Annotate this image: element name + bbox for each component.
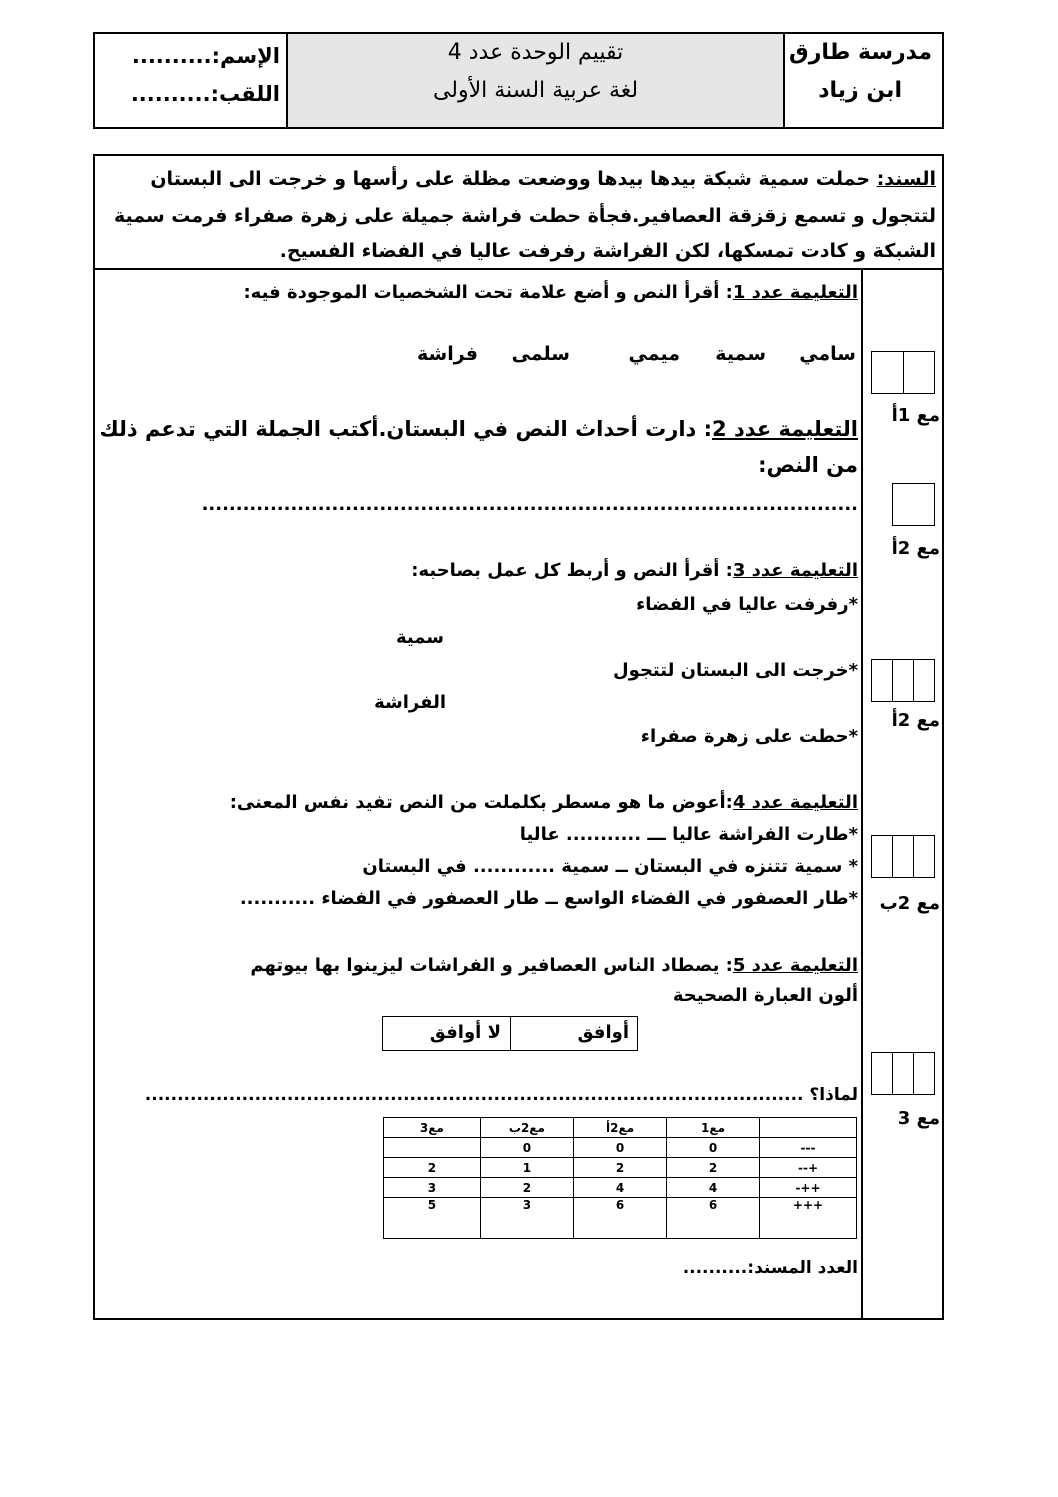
grading-cell: 1 xyxy=(480,1158,573,1178)
grading-header-3: مع2أ xyxy=(574,1118,667,1138)
school-cell xyxy=(783,34,942,127)
grading-cell: ++- xyxy=(759,1178,856,1198)
grading-cell: 2 xyxy=(574,1158,667,1178)
agree-option[interactable]: أوافق xyxy=(577,1022,629,1043)
grading-header-4: مع2ب xyxy=(480,1118,573,1138)
q2-text-line2: من النص: xyxy=(758,453,858,477)
name-field[interactable]: الإسم:.......... xyxy=(131,44,280,68)
q1-instruction xyxy=(243,282,858,303)
q5-text-line2: ألون العبارة الصحيحة xyxy=(672,985,858,1006)
evaluation-title: تقييم الوحدة عدد 4 xyxy=(447,40,624,65)
q3-owner-1[interactable]: سمية xyxy=(395,627,444,648)
score-field[interactable]: العدد المسند:.......... xyxy=(682,1258,858,1278)
passage-line-1 xyxy=(150,168,936,190)
grading-cell: 2 xyxy=(480,1178,573,1198)
q3-label: التعليمة عدد 3 xyxy=(732,560,858,581)
q2-text: : دارت أحداث النص في البستان.أكتب الجملة التي تدعم ذلك xyxy=(99,417,713,441)
criterion-3-label: مع 2أ xyxy=(891,710,940,731)
q2-instruction xyxy=(99,417,858,441)
grading-table xyxy=(383,1117,857,1239)
grading-cell: 6 xyxy=(667,1198,760,1239)
grading-cell: 0 xyxy=(667,1138,760,1158)
criterion-3-score-box[interactable] xyxy=(871,659,935,702)
grading-cell: 0 xyxy=(480,1138,573,1158)
grading-cell: 0 xyxy=(574,1138,667,1158)
q4-text: :أعوض ما هو مسطر بكلملت من النص تفيد نفس المعنى: xyxy=(229,792,733,813)
passage-text-1: حملت سمية شبكة بيدها بيدها ووضعت مظلة على رأسها و خرجت الى البستان xyxy=(150,168,877,190)
q1-name-3[interactable]: ميمي xyxy=(628,343,680,365)
q4-line-3[interactable]: *طار العصفور في الفضاء الواسع ــ طار العصفور في الفضاء ........... xyxy=(239,888,858,909)
divider xyxy=(93,268,944,270)
criterion-1-label: مع 1أ xyxy=(891,405,940,426)
grading-header-1 xyxy=(759,1118,856,1138)
grading-cell: --- xyxy=(759,1138,856,1158)
q5-why-line[interactable]: لماذا؟ ...................................................................................................... xyxy=(144,1085,858,1105)
criterion-5-score-box[interactable] xyxy=(871,1052,935,1095)
criteria-column-divider xyxy=(861,268,863,1320)
surname-field[interactable]: اللقب:.......... xyxy=(130,82,280,106)
subject-title: لغة عربية السنة الأولى xyxy=(432,78,639,103)
q3-action-3[interactable]: *حطت على زهرة صفراء xyxy=(640,726,858,747)
grading-cell: 4 xyxy=(667,1178,760,1198)
q4-label: التعليمة عدد 4 xyxy=(732,792,858,813)
student-info-cell xyxy=(95,34,288,127)
grading-row xyxy=(384,1138,857,1158)
q1-name-1[interactable]: سامي xyxy=(799,343,856,365)
q1-label: التعليمة عدد 1 xyxy=(732,282,858,303)
q4-instruction xyxy=(230,792,858,813)
q1-text: : أقرأ النص و أضع علامة تحت الشخصيات الموجودة فيه: xyxy=(243,282,733,303)
agree-table xyxy=(382,1016,638,1051)
passage-label: السند: xyxy=(876,168,936,190)
q5-label: التعليمة عدد 5 xyxy=(732,955,858,976)
school-name: مدرسة طارق xyxy=(789,40,932,65)
grading-cell: +-- xyxy=(759,1158,856,1178)
q3-instruction xyxy=(411,560,858,581)
grading-row xyxy=(384,1198,857,1239)
grading-cell: 6 xyxy=(574,1198,667,1239)
grading-cell: 3 xyxy=(384,1178,481,1198)
grading-cell: 5 xyxy=(384,1198,481,1239)
grading-row xyxy=(384,1178,857,1198)
passage-line-2: لتتجول و تسمع زقزقة العصافير.فجأة حطت فراشة جميلة على زهرة صفراء فرمت سمية xyxy=(113,205,936,227)
criterion-2-score-box[interactable] xyxy=(892,483,935,526)
q3-text: : أقرأ النص و أربط كل عمل بصاحبه: xyxy=(411,560,733,581)
q4-line-1[interactable]: *طارت الفراشة عاليا ـــ ........... عاليا xyxy=(519,824,858,845)
grading-cell xyxy=(384,1138,481,1158)
q2-answer-line[interactable]: ................................................................................................ xyxy=(201,494,858,515)
school-name-line2: ابن زياد xyxy=(818,78,902,103)
criterion-4-score-box[interactable] xyxy=(871,835,935,878)
q3-action-1[interactable]: *رفرفت عاليا في الفضاء xyxy=(636,594,858,615)
grading-cell: 3 xyxy=(480,1198,573,1239)
disagree-option[interactable]: لا أوافق xyxy=(429,1022,501,1043)
grading-header-row xyxy=(384,1118,857,1138)
criterion-5-label: مع 3 xyxy=(897,1108,940,1129)
header-box xyxy=(93,32,944,129)
grading-row xyxy=(384,1158,857,1178)
title-cell xyxy=(288,34,783,127)
grading-header-2: مع1 xyxy=(667,1118,760,1138)
q1-name-2[interactable]: سمية xyxy=(715,343,766,365)
q1-name-4[interactable]: سلمى xyxy=(511,343,570,365)
grading-cell: +++ xyxy=(759,1198,856,1239)
passage-line-3: الشبكة و كادت تمسكها، لكن الفراشة رفرفت عاليا في الفضاء الفسيح. xyxy=(279,240,936,262)
q5-instruction xyxy=(250,955,858,976)
q3-action-2[interactable]: *خرجت الى البستان لتتجول xyxy=(613,660,858,681)
q2-label: التعليمة عدد 2 xyxy=(712,417,858,441)
grading-cell: 4 xyxy=(574,1178,667,1198)
grading-cell: 2 xyxy=(667,1158,760,1178)
q5-text: : يصطاد الناس العصافير و الفراشات ليزينوا بها بيوتهم xyxy=(250,955,733,976)
criterion-4-label: مع 2ب xyxy=(879,893,940,914)
grading-cell: 2 xyxy=(384,1158,481,1178)
grading-header-5: مع3 xyxy=(384,1118,481,1138)
q4-line-2[interactable]: * سمية تتنزه في البستان ــ سمية ............ في البستان xyxy=(362,856,858,877)
q3-owner-2[interactable]: الفراشة xyxy=(374,692,446,713)
q1-name-5[interactable]: فراشة xyxy=(417,343,478,365)
criterion-2-label: مع 2أ xyxy=(891,538,940,559)
criterion-1-score-box[interactable] xyxy=(871,351,935,394)
